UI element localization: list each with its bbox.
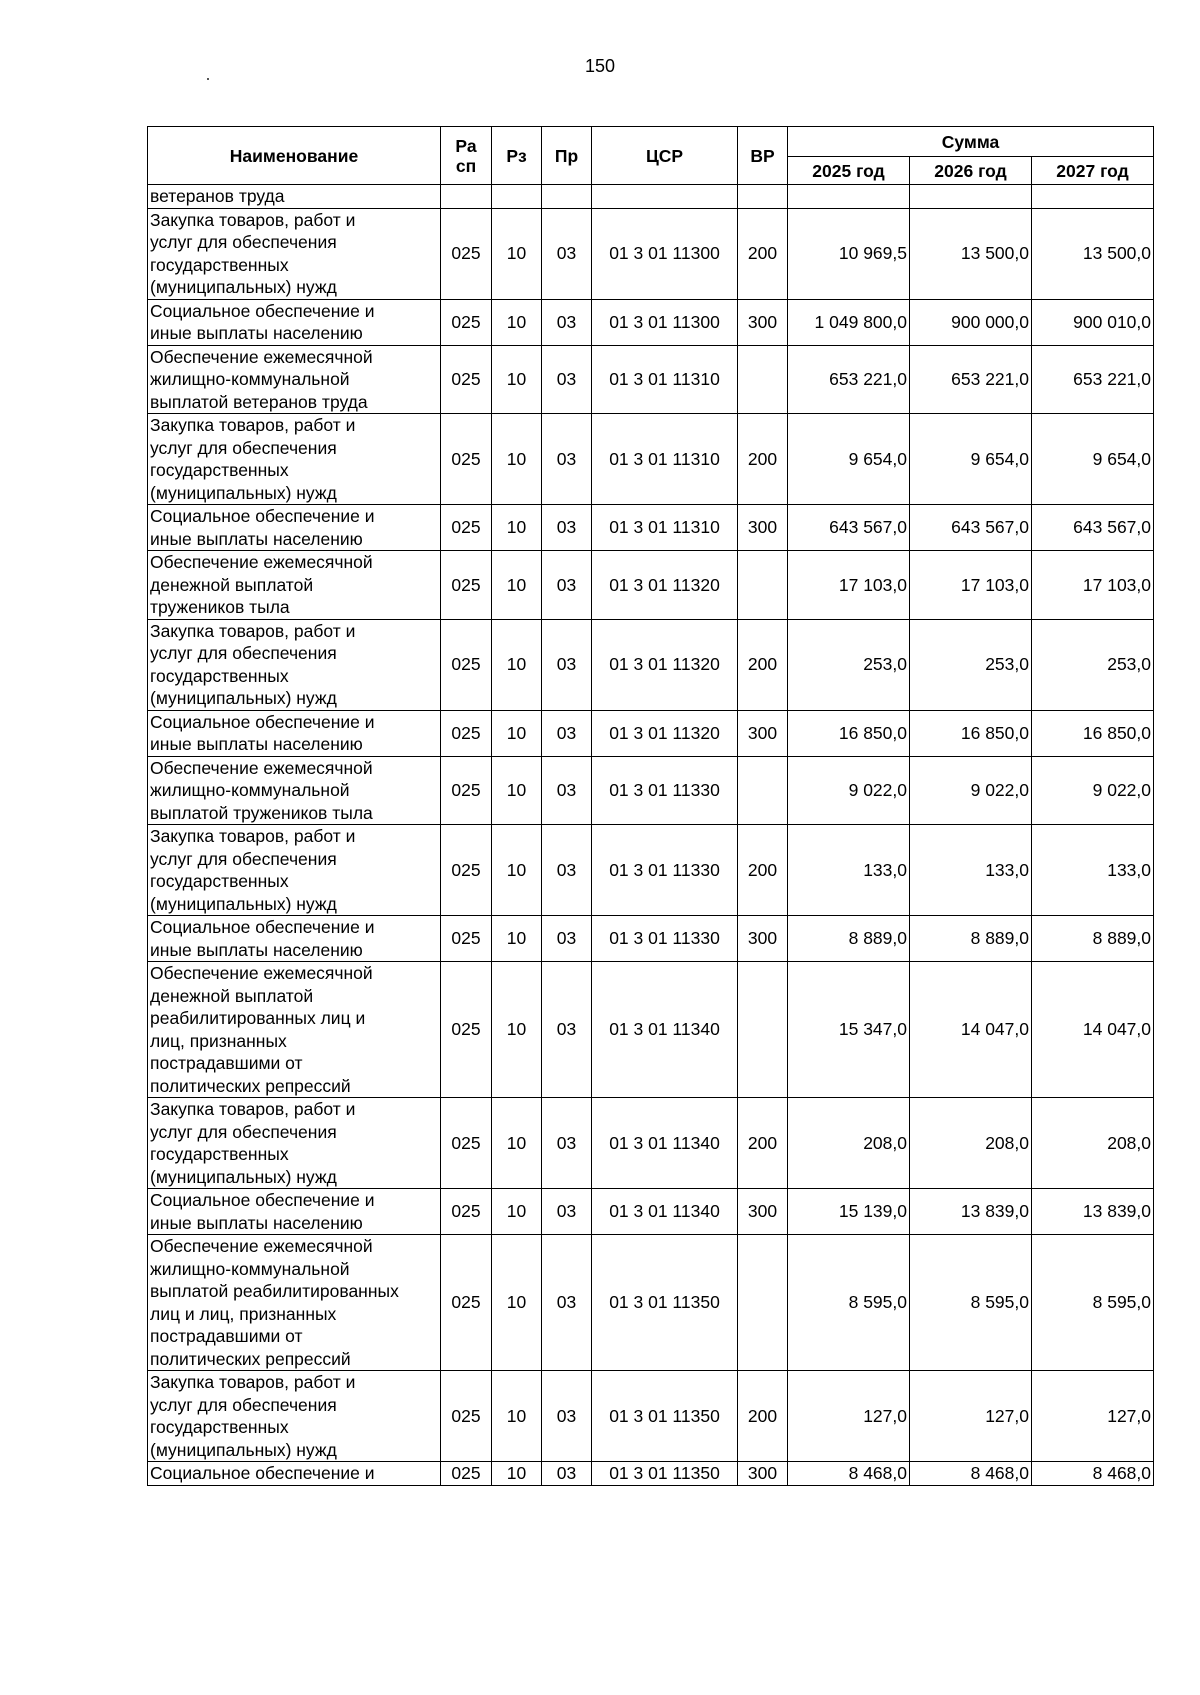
name-line: жилищно-коммунальной [150,369,350,389]
cell-2025: 8 468,0 [788,1462,910,1486]
cell-2025: 653 221,0 [788,345,910,414]
cell-2025: 15 139,0 [788,1189,910,1235]
name-line: пострадавшими от [150,1053,303,1073]
table-row [148,619,1154,710]
cell-2027: 13 839,0 [1032,1189,1154,1235]
table-row [148,505,1154,551]
name-line: ветеранов труда [150,186,285,206]
cell-2027: 16 850,0 [1032,710,1154,756]
cell-2025: 9 654,0 [788,414,910,505]
cell-2026: 9 022,0 [910,756,1032,825]
cell-2025: 8 595,0 [788,1235,910,1371]
name-line: Закупка товаров, работ и [150,826,356,846]
name-line: жилищно-коммунальной [150,780,350,800]
scan-dot [207,78,209,80]
cell-2026: 127,0 [910,1371,1032,1462]
name-line: государственных [150,1144,289,1164]
cell-name [148,962,441,1098]
name-line: выплатой тружеников тыла [150,802,373,823]
cell-2025: 643 567,0 [788,505,910,551]
table-row [148,825,1154,916]
name-line: государственных [150,1417,289,1437]
name-line: Обеспечение ежемесячной [150,757,373,778]
cell-rz: 10 [492,1462,542,1486]
cell-2026: 13 500,0 [910,208,1032,299]
cell-rasp: 025 [441,345,492,414]
cell-rasp: 025 [441,756,492,825]
cell-2026: 253,0 [910,619,1032,710]
name-line: иные выплаты населению [150,734,363,754]
cell-2026: 643 567,0 [910,505,1032,551]
name-line: лиц, признанных [150,1030,287,1051]
name-line: государственных [150,871,289,891]
name-line: иные выплаты населению [150,528,363,549]
name-line: Социальное обеспечение и [150,1463,375,1483]
cell-2027: 8 468,0 [1032,1462,1154,1486]
page-number: 150 [584,56,616,76]
cell-vr: 300 [738,710,788,756]
cell-2027: 253,0 [1032,619,1154,710]
name-line: (муниципальных) нужд [150,1439,337,1460]
cell-rasp: 025 [441,916,492,962]
cell-name [148,1462,441,1486]
header-csr: ЦСР [592,127,738,185]
cell-rz: 10 [492,619,542,710]
cell-rasp: 025 [441,710,492,756]
cell-csr: 01 3 01 11340 [592,1189,738,1235]
cell-2025: 16 850,0 [788,710,910,756]
name-line: Обеспечение ежемесячной [150,1236,373,1256]
name-line: Закупка товаров, работ и [150,209,356,230]
cell-2027 [1032,185,1154,209]
name-line: государственных [150,665,289,686]
name-line: (муниципальных) нужд [150,893,337,914]
cell-2027: 8 889,0 [1032,916,1154,962]
table-row [148,345,1154,414]
cell-pr: 03 [542,962,592,1098]
cell-pr: 03 [542,414,592,505]
table-row [148,916,1154,962]
cell-csr: 01 3 01 11330 [592,916,738,962]
cell-2026: 653 221,0 [910,345,1032,414]
cell-name [148,208,441,299]
name-line: Закупка товаров, работ и [150,1099,356,1119]
cell-2026: 13 839,0 [910,1189,1032,1235]
name-line: Обеспечение ежемесячной [150,963,373,983]
cell-vr [738,551,788,620]
name-line: (муниципальных) нужд [150,482,337,503]
cell-2026: 133,0 [910,825,1032,916]
table-row [148,962,1154,1098]
name-line: услуг для обеспечения [150,232,337,252]
cell-vr [738,756,788,825]
cell-name [148,825,441,916]
table-row [148,1189,1154,1235]
cell-name [148,505,441,551]
cell-csr: 01 3 01 11300 [592,299,738,345]
cell-pr: 03 [542,1189,592,1235]
cell-2027: 133,0 [1032,825,1154,916]
name-line: Обеспечение ежемесячной [150,552,373,572]
name-line: иные выплаты населению [150,323,363,343]
cell-2025: 9 022,0 [788,756,910,825]
cell-pr: 03 [542,1098,592,1189]
name-line: Социальное обеспечение и [150,506,375,526]
name-line: лиц и лиц, признанных [150,1303,337,1324]
name-line: (муниципальных) нужд [150,688,337,708]
cell-vr: 200 [738,1371,788,1462]
name-line: денежной выплатой [150,574,314,595]
table-row [148,1462,1154,1486]
cell-2026: 8 889,0 [910,916,1032,962]
cell-rasp: 025 [441,1189,492,1235]
cell-rz: 10 [492,414,542,505]
table-row [148,1371,1154,1462]
cell-rz: 10 [492,710,542,756]
cell-2027: 208,0 [1032,1098,1154,1189]
name-line: пострадавшими от [150,1326,303,1346]
cell-rasp: 025 [441,551,492,620]
name-line: тружеников тыла [150,597,290,617]
name-line: услуг для обеспечения [150,437,337,458]
cell-rz [492,185,542,209]
cell-2025: 17 103,0 [788,551,910,620]
cell-2025 [788,185,910,209]
cell-rasp: 025 [441,299,492,345]
header-vr: ВР [738,127,788,185]
cell-csr [592,185,738,209]
cell-rz: 10 [492,1235,542,1371]
cell-name [148,916,441,962]
cell-2027: 9 654,0 [1032,414,1154,505]
cell-pr: 03 [542,1235,592,1371]
cell-name [148,1235,441,1371]
cell-name [148,414,441,505]
cell-name [148,345,441,414]
header-2026: 2026 год [910,157,1032,185]
name-line: услуг для обеспечения [150,848,337,869]
cell-csr: 01 3 01 11330 [592,825,738,916]
cell-name [148,299,441,345]
table-row [148,756,1154,825]
cell-2026: 9 654,0 [910,414,1032,505]
cell-csr: 01 3 01 11320 [592,710,738,756]
cell-rz: 10 [492,916,542,962]
cell-rz: 10 [492,825,542,916]
name-line: Закупка товаров, работ и [150,1372,356,1392]
cell-2026: 8 468,0 [910,1462,1032,1486]
cell-csr: 01 3 01 11310 [592,345,738,414]
cell-pr: 03 [542,1371,592,1462]
cell-pr: 03 [542,916,592,962]
cell-rasp: 025 [441,962,492,1098]
name-line: иные выплаты населению [150,1212,363,1233]
name-line: Закупка товаров, работ и [150,620,356,641]
cell-rasp [441,185,492,209]
cell-csr: 01 3 01 11340 [592,962,738,1098]
cell-vr: 200 [738,619,788,710]
cell-vr: 200 [738,1098,788,1189]
cell-name [148,710,441,756]
name-line: государственных [150,460,289,480]
name-line: Социальное обеспечение и [150,711,375,732]
name-line: денежной выплатой [150,985,314,1006]
cell-2026 [910,185,1032,209]
cell-2026: 16 850,0 [910,710,1032,756]
cell-pr: 03 [542,551,592,620]
name-line: Закупка товаров, работ и [150,415,356,435]
cell-rz: 10 [492,1371,542,1462]
cell-name [148,185,441,209]
cell-2027: 643 567,0 [1032,505,1154,551]
cell-2025: 253,0 [788,619,910,710]
cell-rasp: 025 [441,619,492,710]
cell-2025: 133,0 [788,825,910,916]
header-2025: 2025 год [788,157,910,185]
name-line: Социальное обеспечение и [150,1190,375,1210]
header-sum: Сумма [788,127,1154,157]
header-name: Наименование [148,127,441,185]
cell-2025: 208,0 [788,1098,910,1189]
header-pr: Пр [542,127,592,185]
cell-csr: 01 3 01 11300 [592,208,738,299]
cell-rasp: 025 [441,208,492,299]
cell-csr: 01 3 01 11330 [592,756,738,825]
budget-table [147,126,1154,1486]
cell-csr: 01 3 01 11320 [592,619,738,710]
cell-vr [738,185,788,209]
cell-name [148,619,441,710]
table-row [148,185,1154,209]
cell-2027: 14 047,0 [1032,962,1154,1098]
header-rz: Рз [492,127,542,185]
cell-2025: 127,0 [788,1371,910,1462]
cell-2025: 10 969,5 [788,208,910,299]
cell-2026: 14 047,0 [910,962,1032,1098]
name-line: выплатой ветеранов труда [150,391,368,412]
name-line: выплатой реабилитированных [150,1281,399,1301]
cell-2027: 9 022,0 [1032,756,1154,825]
name-line: услуг для обеспечения [150,1121,337,1142]
cell-rz: 10 [492,345,542,414]
cell-2027: 653 221,0 [1032,345,1154,414]
cell-name [148,1371,441,1462]
cell-vr: 300 [738,1189,788,1235]
name-line: Обеспечение ежемесячной [150,346,373,367]
cell-vr: 300 [738,1462,788,1486]
header-2027: 2027 год [1032,157,1154,185]
cell-name [148,1189,441,1235]
cell-csr: 01 3 01 11310 [592,414,738,505]
cell-rasp: 025 [441,1098,492,1189]
name-line: политических репрессий [150,1075,351,1096]
name-line: жилищно-коммунальной [150,1258,350,1279]
cell-pr: 03 [542,756,592,825]
cell-pr: 03 [542,299,592,345]
cell-2026: 208,0 [910,1098,1032,1189]
name-line: реабилитированных лиц и [150,1008,366,1028]
cell-2026: 17 103,0 [910,551,1032,620]
cell-rasp: 025 [441,505,492,551]
cell-pr [542,185,592,209]
cell-vr: 200 [738,414,788,505]
cell-pr: 03 [542,825,592,916]
name-line: услуг для обеспечения [150,643,337,663]
cell-rz: 10 [492,1189,542,1235]
cell-2027: 127,0 [1032,1371,1154,1462]
table-row [148,710,1154,756]
cell-2027: 13 500,0 [1032,208,1154,299]
cell-vr: 200 [738,825,788,916]
cell-2025: 8 889,0 [788,916,910,962]
cell-csr: 01 3 01 11350 [592,1462,738,1486]
cell-2026: 900 000,0 [910,299,1032,345]
cell-pr: 03 [542,1462,592,1486]
cell-name [148,1098,441,1189]
cell-name [148,551,441,620]
name-line: политических репрессий [150,1348,351,1369]
table-row [148,414,1154,505]
cell-csr: 01 3 01 11350 [592,1371,738,1462]
cell-pr: 03 [542,345,592,414]
cell-rz: 10 [492,299,542,345]
table-row [148,551,1154,620]
cell-rasp: 025 [441,1462,492,1486]
table-row [148,208,1154,299]
cell-pr: 03 [542,619,592,710]
cell-vr: 300 [738,505,788,551]
cell-rz: 10 [492,551,542,620]
cell-vr: 300 [738,299,788,345]
cell-rz: 10 [492,962,542,1098]
cell-vr [738,1235,788,1371]
cell-csr: 01 3 01 11320 [592,551,738,620]
name-line: иные выплаты населению [150,939,363,960]
name-line: (муниципальных) нужд [150,1166,337,1187]
cell-2027: 900 010,0 [1032,299,1154,345]
name-line: государственных [150,254,289,275]
cell-csr: 01 3 01 11350 [592,1235,738,1371]
table-row [148,1098,1154,1189]
name-line: Социальное обеспечение и [150,917,375,937]
name-line: (муниципальных) нужд [150,277,337,297]
name-line: услуг для обеспечения [150,1394,337,1415]
cell-vr [738,345,788,414]
table-row [148,1235,1154,1371]
cell-rasp: 025 [441,414,492,505]
cell-2025: 1 049 800,0 [788,299,910,345]
cell-vr [738,962,788,1098]
cell-rasp: 025 [441,825,492,916]
cell-csr: 01 3 01 11340 [592,1098,738,1189]
cell-rz: 10 [492,505,542,551]
cell-name [148,756,441,825]
cell-rasp: 025 [441,1235,492,1371]
table-body [148,185,1154,1486]
cell-rz: 10 [492,1098,542,1189]
cell-2027: 17 103,0 [1032,551,1154,620]
cell-vr: 200 [738,208,788,299]
cell-2025: 15 347,0 [788,962,910,1098]
cell-2027: 8 595,0 [1032,1235,1154,1371]
table-row [148,299,1154,345]
cell-rz: 10 [492,208,542,299]
cell-rz: 10 [492,756,542,825]
cell-pr: 03 [542,208,592,299]
cell-vr: 300 [738,916,788,962]
cell-csr: 01 3 01 11310 [592,505,738,551]
cell-rasp: 025 [441,1371,492,1462]
name-line: Социальное обеспечение и [150,300,375,321]
cell-pr: 03 [542,710,592,756]
header-rasp: Ра сп [441,127,492,185]
cell-pr: 03 [542,505,592,551]
cell-2026: 8 595,0 [910,1235,1032,1371]
